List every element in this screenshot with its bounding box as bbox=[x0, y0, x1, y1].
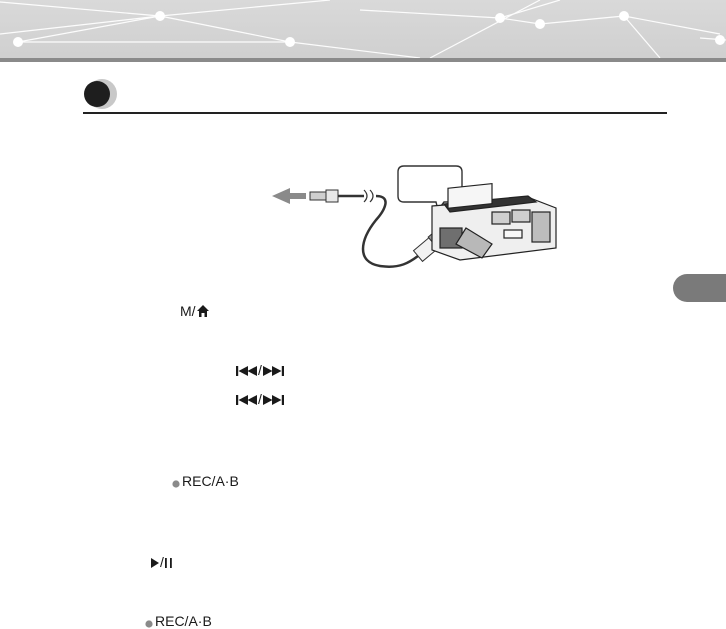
rec-ab-label: REC/A·B bbox=[182, 473, 239, 489]
skip-forward-icon bbox=[262, 365, 284, 377]
record-dot-icon bbox=[172, 480, 180, 488]
header-band bbox=[0, 0, 726, 62]
skip-separator: / bbox=[258, 391, 262, 407]
rec-ab-key-1 bbox=[172, 473, 239, 489]
skip-back-icon bbox=[236, 365, 258, 377]
play-pause-key bbox=[150, 554, 174, 570]
section-rule bbox=[83, 112, 667, 114]
rec-ab-label: REC/A·B bbox=[155, 613, 212, 629]
home-icon bbox=[196, 304, 210, 318]
menu-home-key bbox=[180, 303, 210, 319]
record-dot-icon bbox=[145, 620, 153, 628]
section-bullet-icon bbox=[83, 77, 117, 111]
chapter-tab bbox=[673, 274, 726, 302]
pause-icon bbox=[164, 557, 174, 569]
direction-arrow-icon bbox=[272, 188, 306, 204]
skip-keys-1 bbox=[236, 362, 284, 378]
header-rule bbox=[0, 58, 726, 62]
skip-keys-2 bbox=[236, 391, 284, 407]
skip-separator: / bbox=[258, 362, 262, 378]
device-connection-illustration bbox=[260, 158, 560, 276]
rec-ab-key-2 bbox=[145, 613, 212, 629]
skip-forward-icon bbox=[262, 394, 284, 406]
play-pause-separator: / bbox=[160, 554, 164, 570]
play-icon bbox=[150, 557, 160, 569]
skip-back-icon bbox=[236, 394, 258, 406]
header-network-pattern bbox=[0, 0, 726, 58]
menu-key-label: M/ bbox=[180, 303, 196, 319]
